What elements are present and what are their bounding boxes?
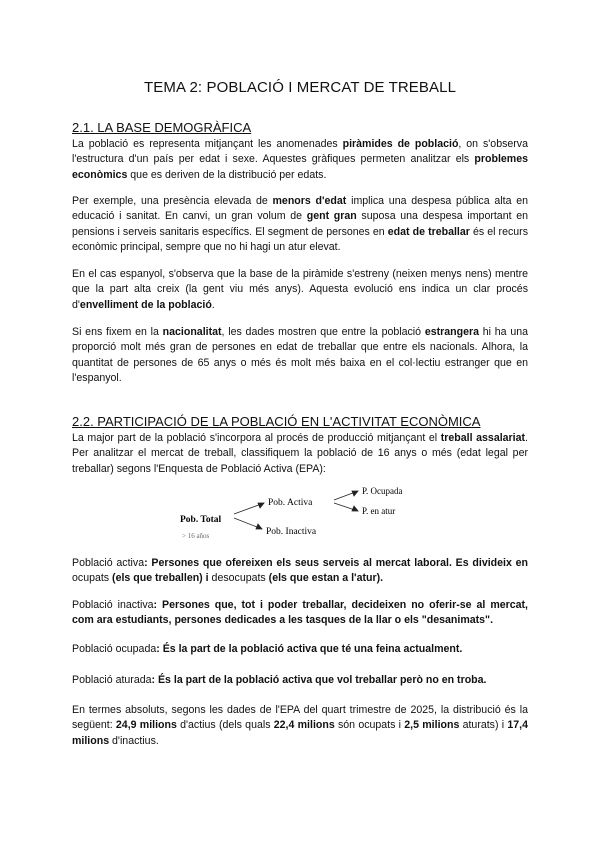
- section-economic-activity: [72, 414, 529, 747]
- bold-term: estrangera: [424, 326, 479, 338]
- bold-term: menors d'edat: [272, 195, 347, 207]
- bold-term: : Persones que, tot i poder treballar, decideixen no oferir-se al mercat, com ara estudiants, persones dedicades a les tasques de la llar o els "desanimats".: [72, 599, 529, 627]
- bold-term: : És la part de la població activa que vol treballar però no en troba.: [151, 674, 487, 686]
- text-run: suposa una despesa important en pensions i serveis sanitaris específics. El segment de persones en: [72, 210, 528, 238]
- paragraph-age-groups: [72, 194, 528, 256]
- diagram-age-note: > 16 años: [182, 532, 210, 540]
- bold-term: gent gran: [306, 210, 357, 223]
- text-run: són ocupats i: [334, 719, 405, 732]
- section-heading-2-1: 2.1. LA BASE DEMOGRÀFICA: [72, 120, 252, 135]
- text-run: , les dades mostren que entre la població: [221, 326, 425, 338]
- diagram-total-population: Pob. Total: [180, 515, 222, 525]
- bold-term: piràmides de població: [342, 138, 459, 150]
- text-run: En el cas espanyol, s'observa que la base de la piràmide s'estreny (neixen menys nens) mentre que la part alta creix (la gent viu més anys). Aquesta evolució ens indica un clar procés d': [72, 268, 528, 311]
- text-run: ocupats: [72, 572, 110, 585]
- paragraph-epa-figures: [72, 703, 528, 749]
- paragraph-pyramids: [72, 137, 528, 183]
- text-run: Població inactiva: [72, 599, 154, 611]
- bold-term: nacionalitat: [162, 326, 222, 338]
- definition-inactive-population: [72, 598, 528, 629]
- text-run: Per exemple, una presència elevada de: [72, 195, 273, 207]
- bold-term: (els que treballen) i: [109, 572, 212, 585]
- text-run: La població es representa mitjançant les anomenades: [72, 138, 343, 150]
- bold-term: : Persones que ofereixen els seus serveis al mercat laboral. Es divideix en: [144, 557, 528, 569]
- text-run: La major part de la població s'incorpora al procés de producció mitjançant el: [72, 432, 441, 444]
- text-run: implica una despesa pública alta en educació i sanitat. En canvi, un gran volum de: [72, 195, 528, 223]
- definition-employed-population: [72, 642, 528, 657]
- text-run: d'actius (dels quals: [176, 719, 274, 732]
- bold-term: 24,9 milions: [115, 719, 177, 732]
- text-run: . Per analitzar el mercat de treball, classifiquem la població de 16 anys o més (edat legal per treballar) segons l'Enquesta de Població Activa (EPA):: [72, 432, 528, 475]
- text-run: és el recurs econòmic principal, sempre que no hi hagi un atur elevat.: [72, 225, 528, 254]
- text-run: Població ocupada: [72, 643, 157, 655]
- text-run: desocupats: [211, 572, 266, 585]
- text-run: En termes absoluts, segons les dades de l'EPA del quart trimestre de 2025, la distribució és la següent:: [72, 704, 528, 732]
- page-title: TEMA 2: POBLACIÓ I MERCAT DE TREBALL: [143, 79, 457, 96]
- diagram-arrows: [234, 491, 358, 529]
- bold-term: 17,4 milions: [72, 719, 528, 747]
- text-run: Població aturada: [72, 674, 152, 686]
- bold-term: 22,4 milions: [273, 719, 335, 732]
- bold-term: edat de treballar: [387, 225, 470, 238]
- section-demographic-base: [72, 120, 528, 385]
- paragraph-nationality: [72, 325, 528, 387]
- bold-term: (els que estan a l'atur).: [265, 572, 384, 585]
- bold-term: treball assalariat: [440, 432, 526, 444]
- paragraph-wage-labour: [72, 431, 528, 477]
- text-run: d'inactius.: [109, 734, 159, 747]
- text-run: que es deriven de la distribució per edats.: [127, 168, 327, 181]
- diagram-unemployed-population: P. en atur: [362, 506, 396, 516]
- definition-unemployed-population: [72, 673, 528, 688]
- diagram-employed-population: P. Ocupada: [362, 486, 403, 496]
- bold-term: 2,5 milions: [404, 719, 460, 732]
- definition-active-population: [72, 556, 528, 587]
- diagram-inactive-population: Pob. Inactiva: [266, 527, 317, 537]
- diagram-active-population: Pob. Activa: [268, 498, 313, 508]
- text-run: .: [211, 298, 215, 311]
- text-run: Població activa: [72, 557, 145, 569]
- text-run: , on s'observa l'estructura d'un país per edat i sexe. Aquestes gràfiques permeten analitzar els: [72, 138, 528, 166]
- section-heading-2-2: 2.2. PARTICIPACIÓ DE LA POBLACIÓ EN L'ACTIVITAT ECONÒMICA: [72, 414, 481, 429]
- bold-term: : És la part de la població activa que té una feina actualment.: [156, 643, 463, 655]
- text-run: Si ens fixem en la: [72, 326, 163, 338]
- paragraph-spain-ageing: [72, 267, 528, 313]
- text-run: aturats) i: [459, 719, 508, 732]
- bold-term: problemes econòmics: [72, 153, 528, 181]
- text-run: hi ha una proporció molt més gran de persones en edat de treballar que entre els nacionals. Alhora, la quantitat de persones de 65 anys o més és molt més baixa en el col·lectiu estranger que en l'espanyol.: [72, 326, 528, 385]
- population-classification-diagram: [172, 478, 432, 542]
- bold-term: envelliment de la població: [79, 298, 212, 311]
